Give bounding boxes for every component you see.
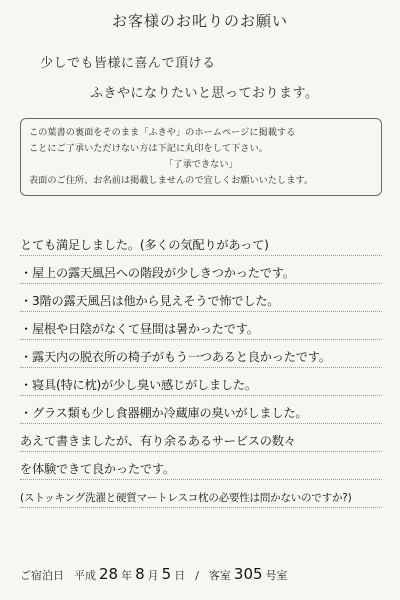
footer-separator: /: [195, 569, 199, 582]
comment-line: (ストッキング洗濯と硬質マートレスコ枕の必要性は問かないのですか?): [20, 484, 382, 508]
notice-line-1: この葉書の裏面をそのまま「ふきや」のホームページに掲載する: [29, 127, 296, 138]
day-unit: 日: [174, 569, 186, 582]
comment-line: ・寝具(特に枕)が少し臭い感じがしました。: [20, 372, 382, 396]
comment-line: とても満足しました。(多くの気配りがあって): [20, 232, 382, 256]
comment-line: あえて書きましたが、有り余るあるサービスの数々: [20, 428, 382, 452]
room-number: 305: [233, 565, 263, 583]
month-unit: 月: [147, 569, 159, 582]
comment-line: ・3階の露天風呂は他から見えそうで怖でした。: [20, 288, 382, 312]
comment-line: ・屋上の露天風呂への階段が少しきつかったです。: [20, 260, 382, 284]
stay-date-label: ご宿泊日: [20, 569, 64, 582]
stay-year: 28: [99, 565, 119, 583]
stay-day: 5: [161, 565, 172, 583]
comment-line: ・屋根や日陰がなくて昼間は暑かったです。: [20, 316, 382, 340]
intro-line-2: ふきやになりたいと思っております。: [90, 86, 319, 101]
card-title: お客様のお叱りのお願い: [111, 12, 288, 30]
stay-month: 8: [135, 565, 145, 583]
handwritten-comments: [20, 232, 382, 512]
comment-line: ・露天内の脱衣所の椅子がもう一つあると良かったです。: [20, 344, 382, 368]
room-unit: 号室: [265, 569, 288, 582]
era-label: 平成: [74, 569, 96, 582]
publication-notice-box: [20, 118, 382, 196]
refusal-option[interactable]: 「了承できない」: [164, 159, 238, 170]
notice-line-3: 表面のご住所、お名前は掲載しませんので宜しくお願いいたします。: [29, 175, 314, 186]
stay-info-footer: [20, 565, 382, 583]
intro-line-1: 少しでも皆様に喜んで頂ける: [40, 56, 216, 71]
comment-line: を体験できて良かったです。: [20, 456, 382, 480]
room-label: 客室: [208, 569, 231, 582]
year-unit: 年: [121, 569, 133, 582]
comment-line: ・グラス類も少し食器棚か冷蔵庫の臭いがしました。: [20, 400, 382, 424]
notice-line-2: ことにご了承いただけない方は下記に丸印をして下さい。: [29, 143, 268, 154]
